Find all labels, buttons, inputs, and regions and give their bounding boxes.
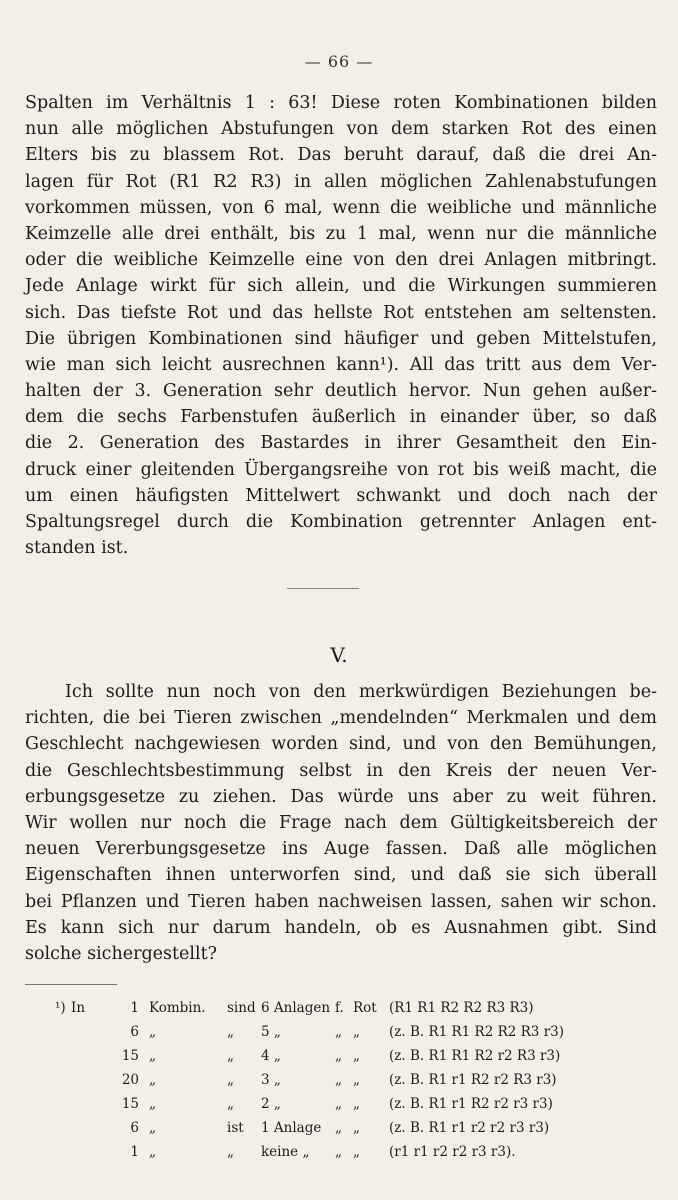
footnote-row xyxy=(55,1116,615,1140)
text-line: lagen für Rot (R1 R2 R3) in allen möglichen Zahlenabstufungen xyxy=(25,171,657,192)
text-line: nun alle möglichen Abstufungen von dem starken Rot des einen xyxy=(25,119,657,140)
text-line: Jede Anlage wirkt für sich allein, und die Wirkungen summieren xyxy=(25,276,657,297)
footnote-cell: „ xyxy=(149,1024,156,1040)
footnote-cell: „ xyxy=(353,1144,360,1160)
footnote-table xyxy=(55,996,615,1164)
footnote-formula: (z. B. R1 r1 R2 r2 r3 r3) xyxy=(389,1096,553,1112)
text-line: standen ist. xyxy=(25,538,129,559)
text-line: Geschlecht nachgewiesen worden sind, und von den Bemühungen, xyxy=(25,734,657,755)
footnote-cell: „ xyxy=(149,1048,156,1064)
text-line: dem die sechs Farbenstufen äußerlich in einander über, so daß xyxy=(25,407,657,428)
footnote-marker: ¹) xyxy=(55,1000,66,1016)
text-line: bei Pflanzen und Tieren haben nachweisen lassen, sahen wir schon. xyxy=(25,891,657,912)
footnote-cell: „ xyxy=(353,1096,360,1112)
text-line: die Geschlechtsbestimmung selbst in den Kreis der neuen Ver- xyxy=(25,760,657,781)
text-line: neuen Vererbungsgesetze ins Auge fassen. Daß alle möglichen xyxy=(25,839,657,860)
footnote-cell: 5 „ xyxy=(261,1024,281,1040)
footnote-cell: „ xyxy=(335,1072,342,1088)
footnote-cell: „ xyxy=(335,1048,342,1064)
text-line: Elters bis zu blassem Rot. Das beruht darauf, daß die drei An- xyxy=(25,145,657,166)
footnote-cell: f. xyxy=(335,1000,344,1016)
footnote-cell: „ xyxy=(353,1072,360,1088)
footnote-row xyxy=(55,1068,615,1092)
footnote-formula: (z. B. R1 R1 R2 r2 R3 r3) xyxy=(389,1048,561,1064)
footnote-cell: 3 „ xyxy=(261,1072,281,1088)
text-line: wie man sich leicht ausrechnen kann¹). All das tritt aus dem Ver- xyxy=(25,354,657,375)
text-line: Die übrigen Kombinationen sind häufiger und geben Mittelstufen, xyxy=(25,328,657,349)
footnote-cell: sind xyxy=(227,1000,256,1016)
footnote-row xyxy=(55,996,615,1020)
text-line: oder die weibliche Keimzelle eine von den drei Anlagen mitbringt. xyxy=(25,250,657,271)
text-line: Ich sollte nun noch von den merkwürdigen Beziehungen be- xyxy=(65,682,657,702)
footnote-cell: „ xyxy=(335,1144,342,1160)
footnote-cell: „ xyxy=(227,1024,234,1040)
footnote-cell: 15 xyxy=(121,1096,139,1112)
text-line: sich. Das tiefste Rot und das hellste Rot entstehen am seltensten. xyxy=(25,302,657,323)
footnote-row xyxy=(55,1044,615,1068)
footnote-cell: Kombin. xyxy=(149,1000,206,1016)
text-line: solche sichergestellt? xyxy=(25,943,218,964)
footnote-cell: 6 xyxy=(130,1120,139,1136)
footnote-cell: 20 xyxy=(121,1072,139,1088)
footnote-cell: 1 xyxy=(130,1000,139,1016)
footnote-cell: 6 xyxy=(130,1024,139,1040)
footnote-row xyxy=(55,1092,615,1116)
footnote-cell: 4 „ xyxy=(261,1048,281,1064)
footnote-cell: „ xyxy=(353,1120,360,1136)
footnote-formula: (R1 R1 R2 R2 R3 R3) xyxy=(389,1000,534,1016)
text-line: vorkommen müssen, von 6 mal, wenn die weibliche und männliche xyxy=(25,197,657,218)
footnote-cell: 2 „ xyxy=(261,1096,281,1112)
footnote-cell: „ xyxy=(335,1120,342,1136)
footnote-cell: „ xyxy=(227,1144,234,1160)
footnote-cell: In xyxy=(71,1000,86,1016)
text-line: Wir wollen nur noch die Frage nach dem Gültigkeitsbereich der xyxy=(25,812,657,833)
footnote-cell: „ xyxy=(149,1120,156,1136)
section-divider xyxy=(287,588,359,589)
text-line: Keimzelle alle drei enthält, bis zu 1 mal, wenn nur die männliche xyxy=(25,223,657,244)
footnote-cell: „ xyxy=(227,1048,234,1064)
paragraph-1 xyxy=(25,90,657,561)
footnote-cell: „ xyxy=(353,1048,360,1064)
text-line: die 2. Generation des Bastardes in ihrer Gesamtheit den Ein- xyxy=(25,433,657,454)
footnote-row xyxy=(55,1140,615,1164)
footnote-cell: keine „ xyxy=(261,1144,310,1160)
text-line: Spaltungsregel durch die Kombination getrennter Anlagen ent- xyxy=(25,512,657,532)
text-line: druck einer gleitenden Übergangsreihe von rot bis weiß macht, die xyxy=(25,459,657,480)
text-line: Es kann sich nur darum handeln, ob es Ausnahmen gibt. Sind xyxy=(25,917,657,938)
paragraph-2 xyxy=(25,679,657,967)
footnote-cell: ist xyxy=(227,1120,244,1136)
footnote-cell: 15 xyxy=(121,1048,139,1064)
footnote-cell: 1 xyxy=(130,1144,139,1160)
text-line: erbungsgesetze zu ziehen. Das würde uns aber zu weit führen. xyxy=(25,786,657,807)
text-line: halten der 3. Generation sehr deutlich hervor. Nun gehen außer- xyxy=(25,381,657,402)
footnote-cell: „ xyxy=(227,1096,234,1112)
footnote-cell: 1 Anlage xyxy=(261,1120,322,1136)
section-heading: V. xyxy=(330,643,348,667)
footnote-formula: (z. B. R1 r1 R2 r2 R3 r3) xyxy=(389,1072,557,1088)
text-line: um einen häufigsten Mittelwert schwankt und doch nach der xyxy=(25,485,657,506)
footnote-cell: Rot xyxy=(353,1000,377,1016)
footnote-cell: 6 Anlagen xyxy=(261,1000,331,1016)
footnote-cell: „ xyxy=(227,1072,234,1088)
footnote-cell: „ xyxy=(335,1024,342,1040)
text-line: Eigenschaften ihnen unterworfen sind, und daß sie sich überall xyxy=(25,865,657,886)
footnote-divider xyxy=(25,984,117,985)
text-line: richten, die bei Tieren zwischen „mendelnden“ Merkmalen und dem xyxy=(25,708,657,729)
footnote-formula: (r1 r1 r2 r2 r3 r3). xyxy=(389,1144,516,1160)
footnote-cell: „ xyxy=(335,1096,342,1112)
page-number: — 66 — xyxy=(304,52,374,71)
footnote-cell: „ xyxy=(149,1144,156,1160)
footnote-cell: „ xyxy=(149,1072,156,1088)
text-line: Spalten im Verhältnis 1 : 63! Diese roten Kombinationen bilden xyxy=(25,93,657,113)
footnote-row xyxy=(55,1020,615,1044)
footnote-formula: (z. B. R1 R1 R2 R2 R3 r3) xyxy=(389,1024,564,1040)
footnote-cell: „ xyxy=(353,1024,360,1040)
footnote-formula: (z. B. R1 r1 r2 r2 r3 r3) xyxy=(389,1120,550,1136)
footnote-cell: „ xyxy=(149,1096,156,1112)
